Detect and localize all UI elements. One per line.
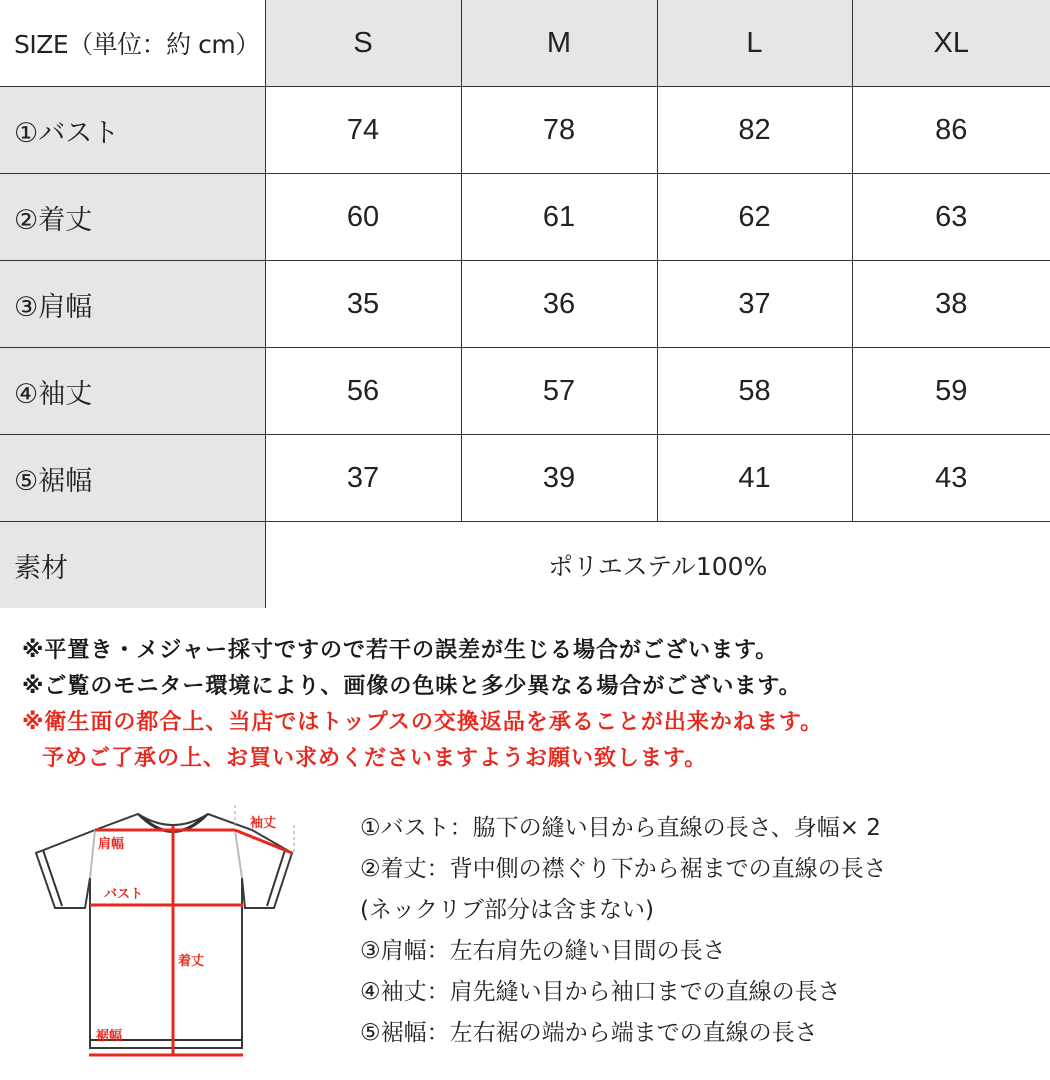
table-cell: 41 (657, 435, 852, 522)
measurement-definitions (360, 808, 887, 1054)
diagram-label-length: 着丈 (178, 954, 205, 969)
note-measurement: ※平置き・メジャー採寸ですので若干の誤差が生じる場合がございます。 (22, 638, 779, 663)
row-label-hem: ⑤裾幅 (0, 435, 265, 522)
table-row (0, 435, 1050, 522)
table-header-row (0, 0, 1050, 87)
size-header-m: M (461, 0, 657, 87)
diagram-label-bust: バスト (104, 887, 144, 902)
tshirt-outline-icon (30, 800, 310, 1060)
material-row (0, 522, 1050, 609)
table-cell: 38 (852, 261, 1050, 348)
table-cell: 36 (461, 261, 657, 348)
definition-sleeve: ④袖丈：肩先縫い目から袖口までの直線の長さ (360, 979, 841, 1005)
table-cell: 74 (265, 87, 461, 174)
table-cell: 56 (265, 348, 461, 435)
table-cell: 39 (461, 435, 657, 522)
definition-hem: ⑤裾幅：左右裾の端から端までの直線の長さ (360, 1020, 818, 1046)
table-cell: 61 (461, 174, 657, 261)
row-label-shoulder: ③肩幅 (0, 261, 265, 348)
size-header-l: L (657, 0, 852, 87)
table-cell: 43 (852, 435, 1050, 522)
table-cell: 82 (657, 87, 852, 174)
table-cell: 57 (461, 348, 657, 435)
row-label-bust: ①バスト (0, 87, 265, 174)
table-cell: 58 (657, 348, 852, 435)
table-cell: 78 (461, 87, 657, 174)
table-cell: 60 (265, 174, 461, 261)
table-cell: 37 (265, 435, 461, 522)
table-cell: 86 (852, 87, 1050, 174)
material-value: ポリエステル100% (265, 522, 1050, 609)
row-label-sleeve: ④袖丈 (0, 348, 265, 435)
table-cell: 59 (852, 348, 1050, 435)
material-label: 素材 (0, 522, 265, 609)
size-unit-header: SIZE（単位：約 cm） (0, 0, 265, 87)
table-row (0, 261, 1050, 348)
table-cell: 62 (657, 174, 852, 261)
diagram-label-hem: 裾幅 (96, 1029, 123, 1044)
note-acknowledge: 予めご了承の上、お買い求めくださいますようお願い致します。 (42, 746, 708, 771)
note-monitor: ※ご覧のモニター環境により、画像の色味と多少異なる場合がございます。 (22, 674, 802, 699)
table-cell: 63 (852, 174, 1050, 261)
row-label-length: ②着丈 (0, 174, 265, 261)
diagram-label-sleeve: 袖丈 (250, 816, 277, 831)
size-header-s: S (265, 0, 461, 87)
table-cell: 37 (657, 261, 852, 348)
table-row (0, 87, 1050, 174)
definition-length: ②着丈：背中側の襟ぐり下から裾までの直線の長さ (360, 856, 887, 882)
definition-bust: ①バスト：脇下の縫い目から直線の長さ、身幅× 2 (360, 815, 881, 841)
definition-length-note: (ネックリブ部分は含まない) (360, 897, 654, 923)
tshirt-diagram (30, 800, 310, 1060)
definition-shoulder: ③肩幅：左右肩先の縫い目間の長さ (360, 938, 726, 964)
notes-block (22, 633, 823, 777)
table-row (0, 348, 1050, 435)
table-row (0, 174, 1050, 261)
diagram-label-shoulder: 肩幅 (98, 837, 125, 852)
table-cell: 35 (265, 261, 461, 348)
size-header-xl: XL (852, 0, 1050, 87)
note-no-returns: ※衛生面の都合上、当店ではトップスの交換返品を承ることが出来かねます。 (22, 710, 824, 735)
